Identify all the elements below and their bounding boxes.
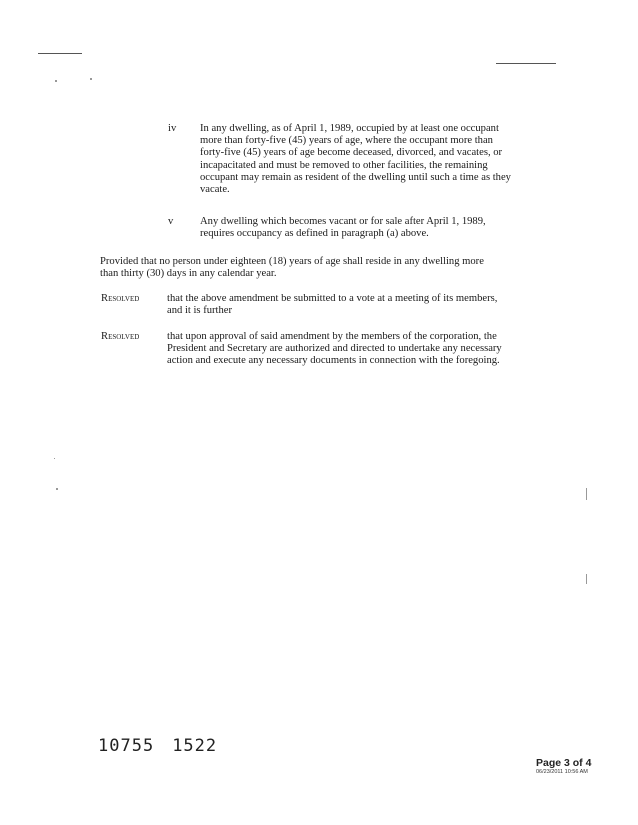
scan-speck — [54, 458, 55, 459]
scan-rule-top-right — [496, 63, 556, 64]
scan-speck — [90, 78, 92, 80]
list-numeral: v — [168, 216, 174, 227]
text-line: occupant may remain as resident of the dwelling until such a time as they — [200, 171, 511, 183]
scan-mark — [586, 488, 587, 500]
text-line: requires occupancy as defined in paragraph (a) above. — [200, 228, 429, 240]
text-line: Any dwelling which becomes vacant or for sale after April 1, 1989, — [200, 216, 486, 227]
text-line: and it is further — [167, 305, 233, 317]
resolved-label: Resolved — [101, 293, 140, 304]
resolution-text — [167, 293, 547, 317]
scan-speck — [56, 488, 58, 490]
proviso-paragraph — [100, 256, 540, 280]
list-item-text — [200, 123, 560, 196]
scan-speck — [55, 80, 57, 82]
print-timestamp: 06/23/2011 10:56 AM — [536, 769, 588, 775]
resolved-label: Resolved — [101, 331, 140, 342]
text-line: Provided that no person under eighteen (18) years of age shall reside in any dwelling more — [100, 256, 484, 267]
document-number-right: 1522 — [172, 736, 218, 756]
text-line: that the above amendment be submitted to a vote at a meeting of its members, — [167, 293, 498, 304]
list-numeral: iv — [168, 123, 177, 134]
document-number-left: 10755 — [98, 736, 155, 756]
text-line: vacate. — [200, 184, 230, 196]
text-line: that upon approval of said amendment by the members of the corporation, the — [167, 331, 497, 342]
document-number — [98, 736, 235, 756]
page-number: Page 3 of 4 — [536, 757, 592, 769]
text-line: forty-five (45) years of age become deceased, divorced, and vacates, or — [200, 147, 503, 159]
resolution-text — [167, 331, 547, 368]
text-line: In any dwelling, as of April 1, 1989, occupied by at least one occupant — [200, 123, 499, 134]
text-line: than thirty (30) days in any calendar year. — [100, 268, 277, 280]
text-line: more than forty-five (45) years of age, where the occupant more than — [200, 135, 493, 147]
text-line: action and execute any necessary documents in connection with the foregoing. — [167, 355, 500, 367]
scan-rule-top-left — [38, 53, 82, 54]
scan-mark — [586, 574, 587, 584]
list-item-text — [200, 216, 560, 240]
text-line: President and Secretary are authorized and directed to undertake any necessary — [167, 343, 502, 355]
text-line: incapacitated and must be removed to other facilities, the remaining — [200, 159, 488, 171]
